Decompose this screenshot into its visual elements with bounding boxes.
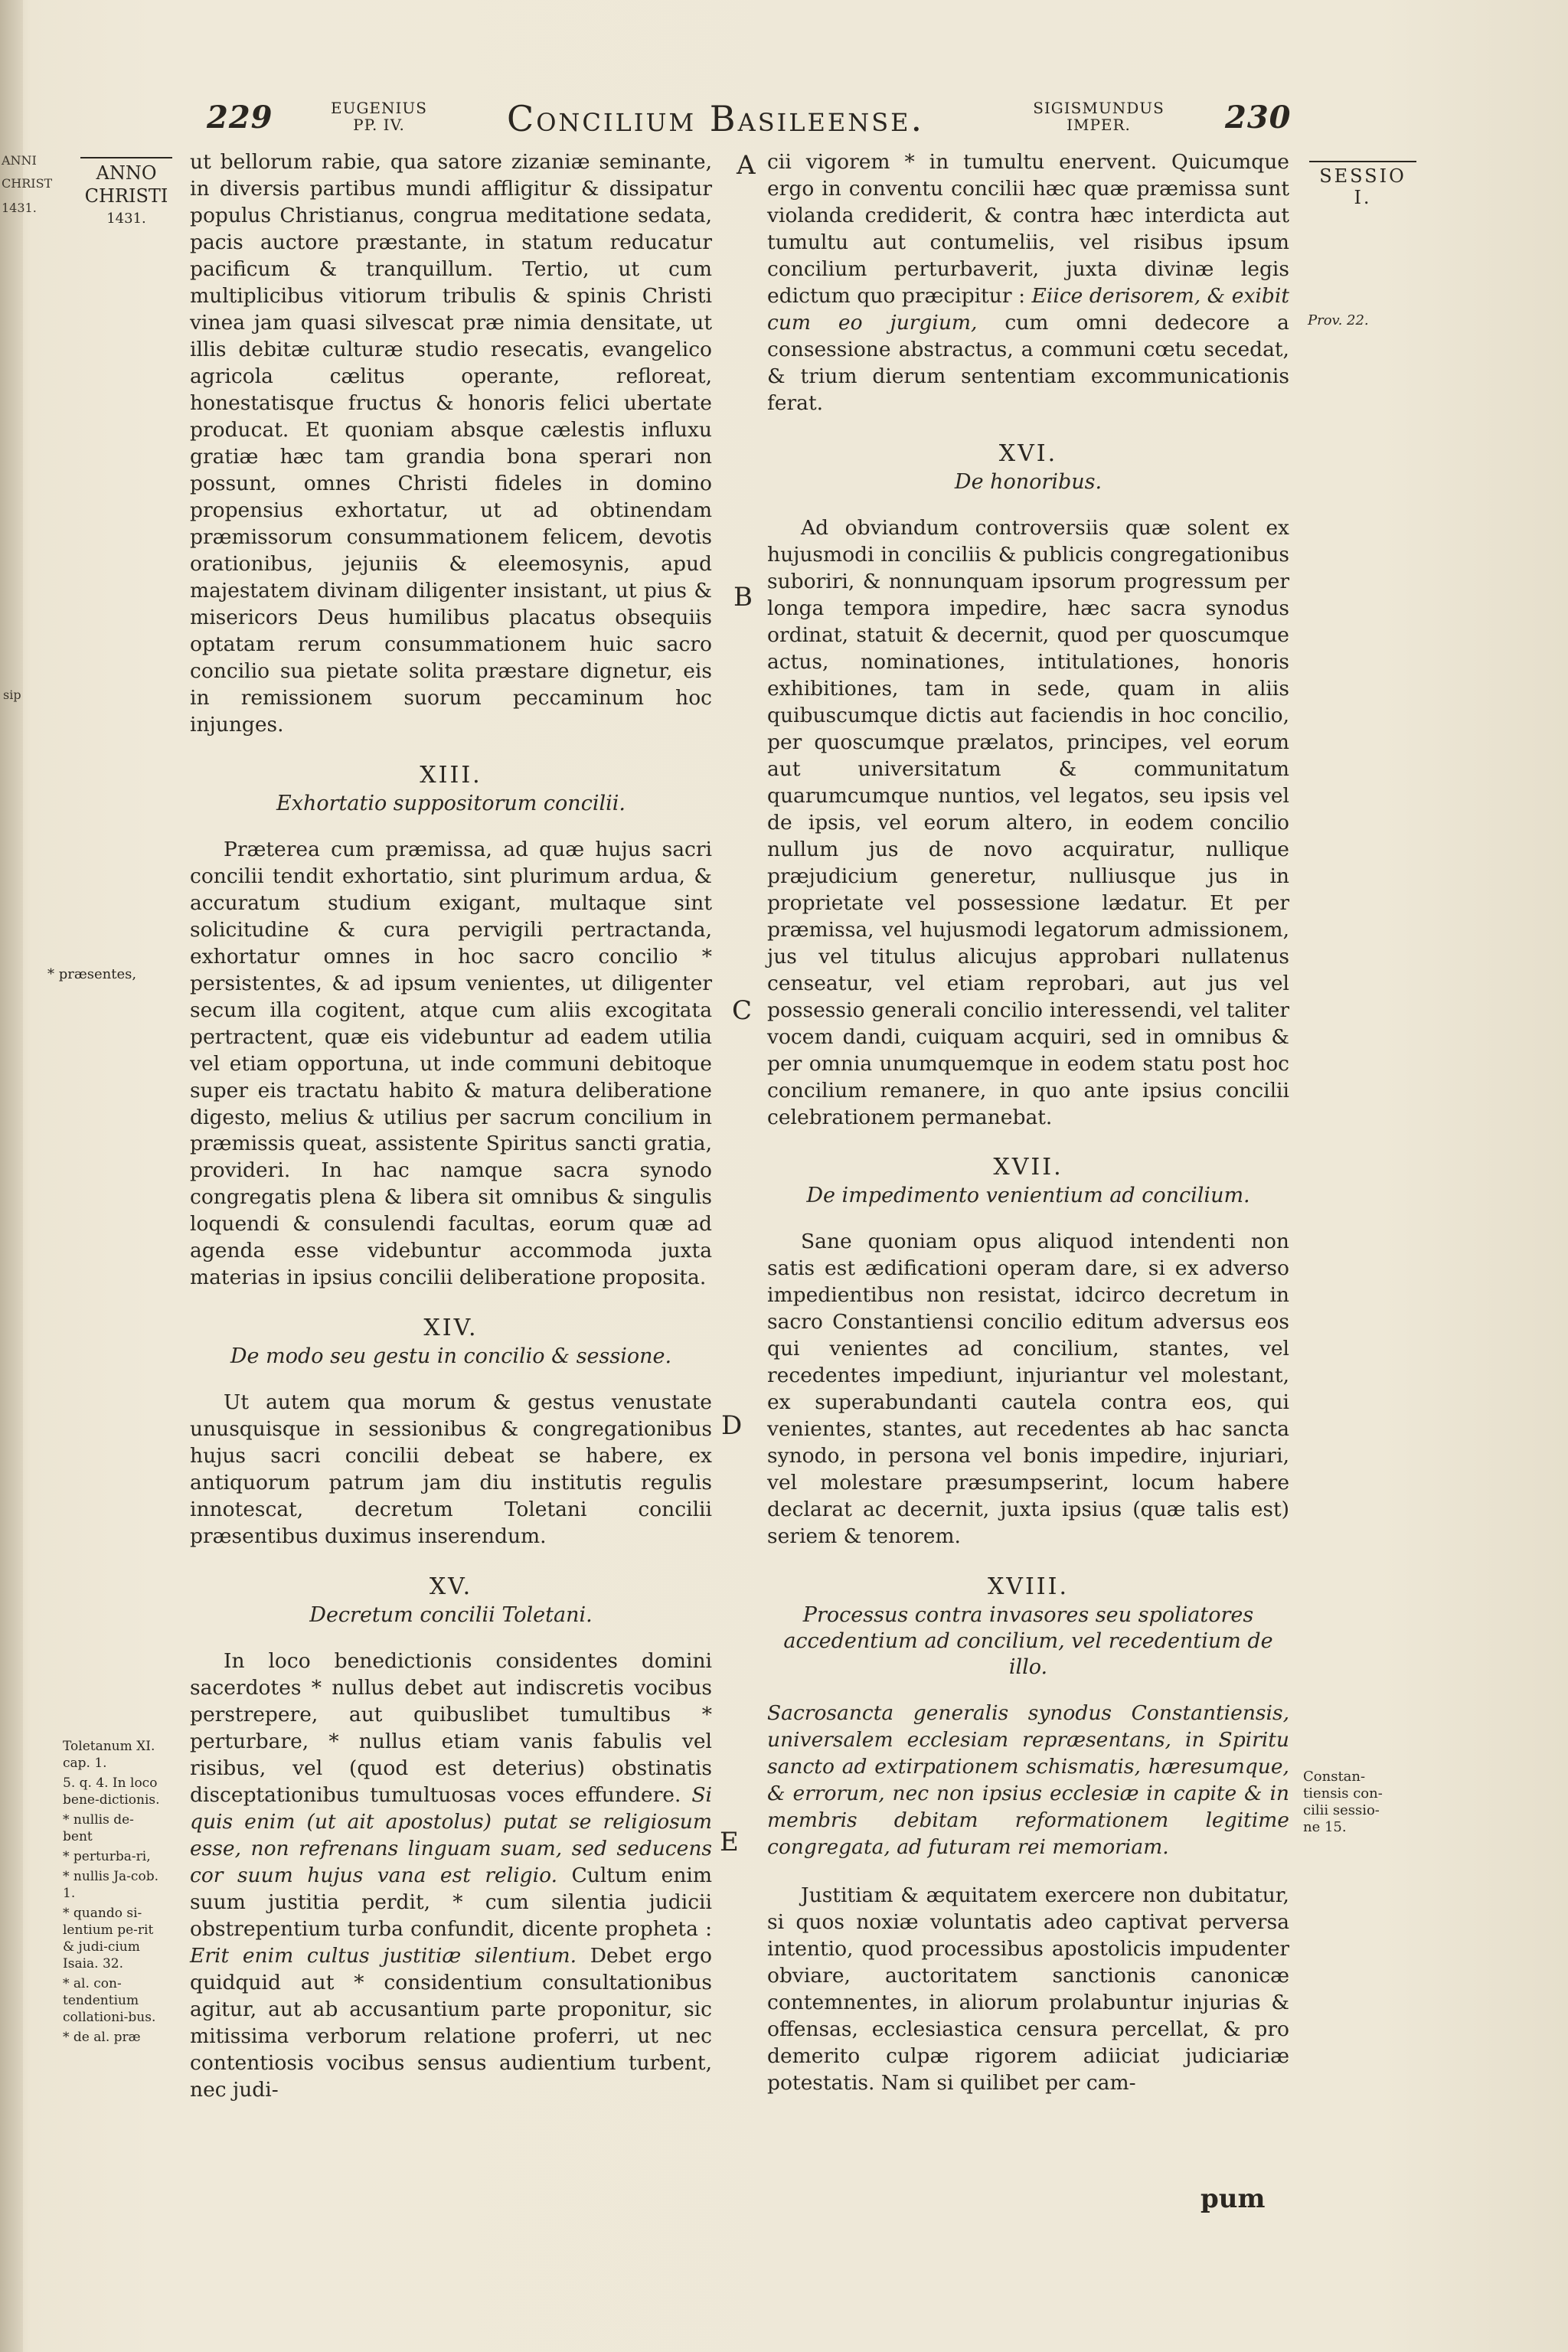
gutter-letter-d: D [721, 1410, 743, 1441]
constant-line3: cilii sessio- [1303, 1802, 1380, 1818]
section-heading-15 [190, 1572, 712, 1628]
paragraph: Sane quoniam opus aliquod intendenti non satis est ædificationi operam dare, si ex adverso impedientibus non resistat, idcirco decretum in sacro Constantiensi concilio editum adversus eos qui venientes ad concilium, stantes, vel recedentes impediunt, injuriantur vel molestant, ex superabundanti cautela contra eos, qui venientes, stantes, aut recedentes ab hac sancta synodo, in persona vel bonis impedire, injuriari, vel molestare præsumpserint, locum habere declarat ac decernit, juxta ipsius (quæ talis est) seriem & tenorem. [767, 1230, 1289, 1549]
paragraph-toletanum [190, 1648, 712, 2104]
sessio-rule [1309, 161, 1416, 162]
sessio-line2: I. [1354, 187, 1372, 208]
section-title: Exhortatio suppositorum concilii. [276, 791, 626, 815]
sidenote: * al. con-tendentium collationi-bus. [63, 1976, 156, 2025]
right-column [767, 149, 1289, 2118]
section-heading-16 [767, 439, 1289, 495]
section-number: XIII. [420, 761, 482, 789]
gutter-letter-b: B [733, 582, 753, 612]
section-number: XVII. [993, 1154, 1063, 1181]
runner-left-line2: PP. IV. [353, 116, 405, 134]
page-number-left: 229 [207, 100, 273, 136]
sidenote-constantiensis [1303, 1769, 1410, 1836]
section-number: XV. [429, 1573, 473, 1601]
paragraph: Justitiam & æquitatem exercere non dubitatur, si quos noxiæ voluntatis adeo captivat perversa intentio, quod processibus apostolicis impudenter obviare, auctoritatem sanctionis canonicæ contemnentes, in aliorum prolabuntur injurias & offensas, ecclesiastica censura percellat, & pro demerito culpæ rigorem adiiciat judiciariæ potestatis. Nam si quilibet per cam- [767, 1883, 1289, 2096]
gutter-letter-a: A [737, 150, 756, 181]
sidenote: * quando si-lentium pe-rit & judi-cium Isaia. 32. [63, 1906, 154, 1971]
sidenote: * de al. præ [63, 2030, 141, 2045]
sessio-label [1302, 161, 1424, 208]
paragraph: ut bellorum rabie, qua satore zizaniæ seminante, in diversis partibus mundi affligitur & dissipatur populus Christianus, congrua meditatione sedata, pacis auctore præstante, in statum reducatur pacificum & tranquillum. Tertio, ut cum multiplicibus vitiorum tribulis & spinis Christi vinea jam quasi silvescat præ nimia densitate, ut illis debitæ culturæ studio resecatis, evangelico agricola cælitus operante, refloreat, honestatisque fructus & honoris felici ubertate producat. Et quoniam absque cælestis influxu gratiæ hæc tam grandia bona sperari non possunt, omnes Christi fideles in domino propensius exhortatur, ut ad obtinendam præmissorum consummationem felicem, devotis orationibus, jejuniis & eleemosynis, apud majestatem divinam diligenter insistant, ut pius & misericors Deus humilibus placatus obsequiis optatam rerum consummationem huic sacro concilio sua pietate solita præstare dignetur, eis in remissionem suorum peccaminum hoc injunges. [190, 150, 712, 737]
section-title: De modo seu gestu in concilio & sessione. [230, 1344, 672, 1369]
constant-line4: ne 15. [1303, 1819, 1347, 1835]
paragraph: Ut autem qua morum & gestus venustate unusquisque in sessionibus & congregationibus hujus sacri concilii debeat se habere, ex antiquorum patrum jam diu institutis regulis innotescat, decretum Toletani concilii præsentibus duximus inserendum. [190, 1390, 712, 1549]
catchword: pum [1200, 2184, 1266, 2214]
section-heading-13 [190, 760, 712, 817]
sidenote: 5. q. 4. In loco bene-dictionis. [63, 1775, 160, 1808]
text-run: Debet ergo quidquid aut * considentium consultationibus agitur, aut ab accusantium parte proponitur, sic mitissima verborum relatione proferri, ut nec contentiosis vocibus sensus audientium turbent, nec judi- [190, 1944, 712, 2102]
text-run: Cultum enim suum justitia perdit, * cum silentia judicii obstrepentium turba confundit, dicente propheta : [190, 1864, 712, 1942]
section-title: De impedimento venientium ad concilium. [806, 1184, 1250, 1208]
section-number: XVIII. [987, 1573, 1070, 1601]
quotation: Eiice derisorem, & exibit cum eo jurgium, [767, 283, 1289, 335]
gutter-letter-c: C [732, 995, 753, 1026]
edge-note: 1431. [2, 201, 37, 215]
runner-left-line1: EUGENIUS [331, 99, 427, 117]
section-title: Decretum concilii Toletani. [309, 1603, 593, 1628]
text-run: cii vigorem * in tumultu enervent. Quicumque ergo in conventu concilii hæc quæ præmissa sunt violanda crediderit, & contra hæc interdicta aut tumultu aut contumeliis, vel risibus ipsum concilium perturbaverit, juxta divinæ legis edictum quo præcipitur : [767, 150, 1289, 308]
edge-note: CHRIST [2, 176, 53, 191]
section-heading-18 [767, 1572, 1289, 1681]
anno-rule [80, 157, 172, 158]
edge-note: sip [3, 688, 21, 702]
anno-christi-label [69, 157, 184, 230]
sidenote-prov: Prov. 22. [1308, 312, 1369, 328]
toletanum-sidenotes [63, 1738, 162, 2049]
anno-line2: CHRISTI [84, 185, 168, 207]
section-heading-14 [190, 1313, 712, 1370]
section-title: De honoribus. [954, 469, 1102, 494]
left-column [190, 149, 712, 2125]
text-run: In loco benedictionis considentes domini sacerdotes * nullus debet aut indiscretis vocibus perstrepere, aut quibuslibet tumultibus * perturbare, * nullus etiam vanis fabulis vel risibus, vel (quod est deterius) obstinatis disceptationibus tumultuosas voces effundere. [190, 1649, 712, 1808]
sidenote: * nullis Ja-cob. 1. [63, 1869, 158, 1901]
runner-right-line2: IMPER. [1067, 116, 1131, 134]
sidenote: * nullis de-bent [63, 1812, 134, 1844]
text-run: cum omni dedecore a consessione abstractus, a communi cœtu secedat, & trium dierum sententiam excommunicationis ferat. [767, 310, 1289, 415]
binding-gutter [0, 0, 23, 2352]
sidenote: Toletanum XI. cap. 1. [63, 1739, 155, 1771]
page-title: Concilium Basileense. [507, 98, 925, 139]
gutter-letter-e: E [720, 1827, 739, 1857]
runner-right-line1: SIGISMUNDUS [1033, 99, 1165, 117]
anno-line1: ANNO [96, 162, 157, 184]
edge-note: ANNI [2, 153, 37, 168]
paragraph: Præterea cum præmissa, ad quæ hujus sacri concilii tendit exhortatio, sint plurimum ardua, & accuratum studium exigant, multaque sint solicitudine & cura pervigili pertractanda, exhortatur omnes in hoc sacro concilio * persistentes, & ad ipsum venientes, ut diligenter secum illa cogitent, atque cum aliis excogitata pertractent, quæ eis videbuntur ad eadem utilia vel etiam opportuna, ut inde communi debitoque super eis tractatu habito & matura deliberatione digesto, melius & utilius per sacrum concilium in præmissis queat, assistente Spiritus sancti gratia, provideri. In hac namque sacra synodo congregatis plena & libera sit omnibus & singulis loquendi & consulendi facultas, eorum quæ ad agenda esse videbuntur accommoda juxta materias in ipsius concilii deliberatione proposita. [190, 837, 712, 1290]
section-title: Processus contra invasores seu spoliatores accedentium ad concilium, vel recedentium de illo. [783, 1603, 1273, 1680]
sessio-line1: SESSIO [1319, 165, 1406, 187]
section-number: XIV. [423, 1315, 479, 1342]
anno-year: 1431. [106, 211, 146, 227]
section-heading-17 [767, 1152, 1289, 1209]
sidenote: * perturba-ri, [63, 1849, 151, 1864]
constant-line2: tiensis con- [1303, 1785, 1383, 1802]
paragraph: Ad obviandum controversiis quæ solent ex hujusmodi in conciliis & publicis congregationibus suboriri, & nonnunquam ipsorum progressum per longa tempora impedire, hæc sacra synodus ordinat, statuit & decernit, quod per quoscumque actus, nominationes, intitulationes, honoris exhibitiones, tam in sede, quam in aliis quibuscumque dictis aut faciendis in hoc concilio, per quoscumque prælatos, principes, vel eorum aut universitatum & communitatum quarumcumque nuntios, vel legatos, seu ipsis vel de ipsis, vel eorum altero, in eodem concilio nullum jus de novo acquiratur, nullique præjudicium generetur, nulliusque jus in proprietate vel possessione lædatur. Et per præmissa, vel hujusmodi legatorum admissionem, jus vel titulus alicujus approbari nullatenus censeatur, vel etiam reprobari, aut jus vel possessio generali concilio interessendi, vel taliter vocem dandi, cuiquam acquiri, sed in omnibus & per omnia unumquemque in eodem statu post hoc concilium remanere, in quo ante ipsius concilii celebrationem permanebat. [767, 515, 1289, 1129]
quotation: Erit enim cultus justitiæ silentium. [190, 1944, 577, 1968]
paragraph [767, 149, 1289, 417]
quotation: Si quis enim (ut ait apostolus) putat se religiosum esse, non refrenans linguam suam, sed seducens cor suum hujus vana est religio. [190, 1783, 712, 1888]
section-number: XVI. [998, 439, 1058, 467]
paragraph-constantiensis: Sacrosancta generalis synodus Constantiensis, universalem ecclesiam repræsentans, in Spiritu sancto ad extirpationem schismatis, hæresumque, & errorum, nec non ipsius ecclesiæ in capite & in membris debitam reformationem legitime congregata, ad futuram rei memoriam. [767, 1701, 1289, 1860]
sidenote-praesentes: * præsentes, [47, 966, 137, 982]
page-number-right: 230 [1225, 100, 1292, 136]
constant-line1: Constan- [1303, 1769, 1366, 1785]
